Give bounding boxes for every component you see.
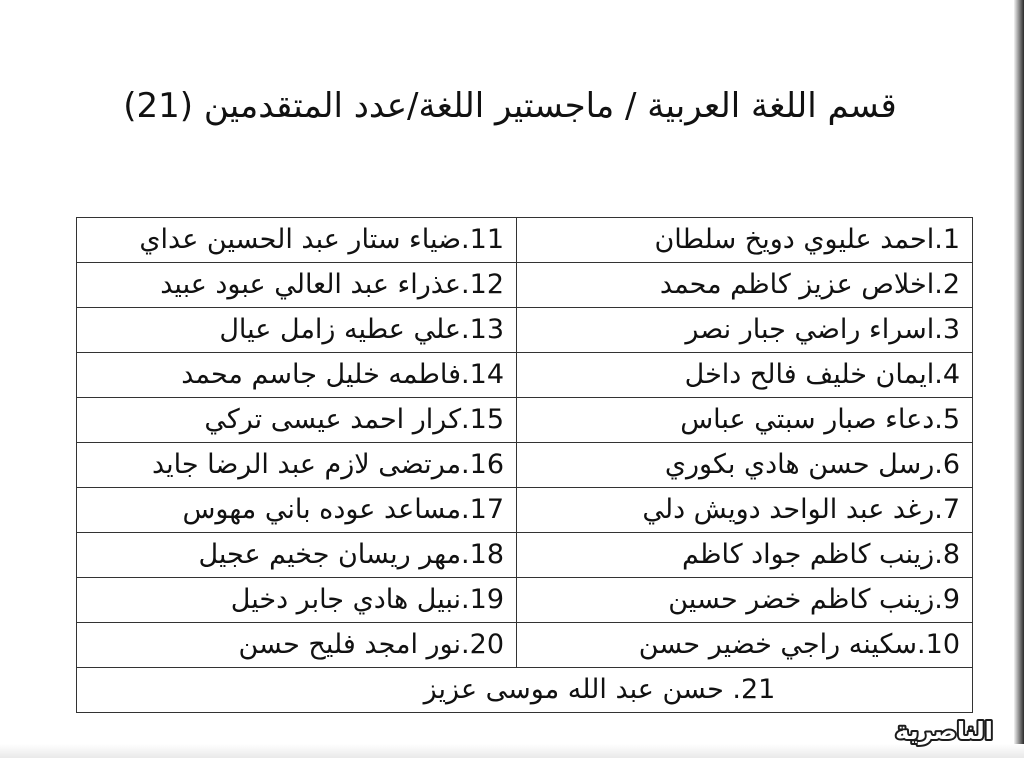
- table-row: [77, 398, 973, 443]
- table-row-last: [77, 668, 973, 713]
- applicant-cell: 15.كرار احمد عيسى تركي: [77, 398, 517, 443]
- applicant-cell: 3.اسراء راضي جبار نصر: [517, 308, 973, 353]
- applicant-cell: 11.ضياء ستار عبد الحسين عداي: [77, 218, 517, 263]
- applicant-cell: 20.نور امجد فليح حسن: [77, 623, 517, 668]
- applicant-cell: 19.نبيل هادي جابر دخيل: [77, 578, 517, 623]
- applicant-cell: 13.علي عطيه زامل عيال: [77, 308, 517, 353]
- applicant-cell: 1.احمد عليوي دويخ سلطان: [517, 218, 973, 263]
- applicant-cell: 14.فاطمه خليل جاسم محمد: [77, 353, 517, 398]
- table-row: [77, 308, 973, 353]
- page-bottom-shadow: [0, 744, 1024, 758]
- applicant-cell: 7.رغد عبد الواحد دويش دلي: [517, 488, 973, 533]
- applicant-cell: 8.زينب كاظم جواد كاظم: [517, 533, 973, 578]
- applicant-cell: 5.دعاء صبار سبتي عباس: [517, 398, 973, 443]
- table-row: [77, 623, 973, 668]
- watermark-logo: [880, 710, 1008, 750]
- applicant-cell: 10.سكينه راجي خضير حسن: [517, 623, 973, 668]
- applicants-table: [76, 217, 973, 713]
- applicant-cell: 2.اخلاص عزيز كاظم محمد: [517, 263, 973, 308]
- table-row: [77, 578, 973, 623]
- applicant-cell: 9.زينب كاظم خضر حسين: [517, 578, 973, 623]
- page-edge-shadow: [1014, 0, 1024, 758]
- applicant-cell: 17.مساعد عوده باني مهوس: [77, 488, 517, 533]
- watermark-text: الناصرية: [895, 717, 993, 745]
- applicant-cell: 18.مهر ريسان جخيم عجيل: [77, 533, 517, 578]
- applicant-cell: 6.رسل حسن هادي بكوري: [517, 443, 973, 488]
- applicant-cell: 12.عذراء عبد العالي عبود عبيد: [77, 263, 517, 308]
- table-row: [77, 263, 973, 308]
- page-title: قسم اللغة العربية / ماجستير اللغة/عدد المتقدمين (21): [123, 86, 897, 126]
- table-row: [77, 218, 973, 263]
- table-row: [77, 533, 973, 578]
- table-row: [77, 353, 973, 398]
- table-row: [77, 443, 973, 488]
- applicant-cell: 21. حسن عبد الله موسى عزيز: [77, 668, 973, 713]
- applicant-cell: 16.مرتضى لازم عبد الرضا جايد: [77, 443, 517, 488]
- applicant-cell: 4.ايمان خليف فالح داخل: [517, 353, 973, 398]
- table-row: [77, 488, 973, 533]
